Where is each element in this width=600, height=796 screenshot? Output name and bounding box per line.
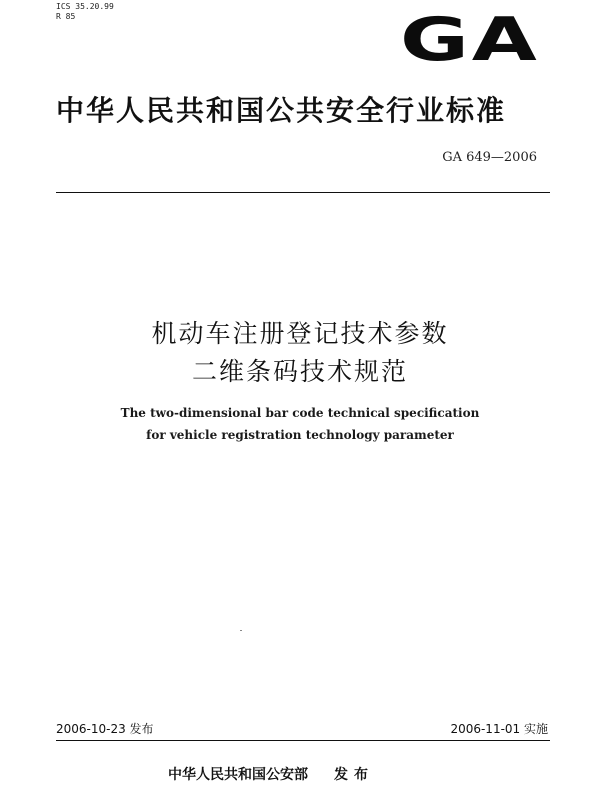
english-title-line-2: for vehicle registration technology parameter (146, 428, 454, 442)
chinese-title-line-1: 机动车注册登记技术参数 (151, 319, 449, 348)
ics-code-block (56, 2, 114, 22)
ics-code: ICS 35.20.99 (56, 2, 114, 11)
chinese-title-line-2: 二维条码技术规范 (191, 357, 408, 386)
standard-type-heading: 中华人民共和国公共安全行业标准 (56, 94, 507, 127)
bottom-divider (56, 740, 550, 741)
effective-date: 2006-11-01 实施 (450, 722, 548, 736)
ga-logo: GA (400, 5, 540, 75)
scan-speck (240, 630, 242, 631)
standard-number: GA 649—2006 (442, 150, 537, 165)
english-title-line-1: The two-dimensional bar code technical specification (120, 406, 480, 420)
publish-label: 发布 (334, 767, 374, 783)
category-code: R 85 (56, 12, 76, 21)
issuer-line (168, 765, 374, 785)
issue-date: 2006-10-23 发布 (56, 722, 154, 736)
issuer-name: 中华人民共和国公安部 (168, 767, 308, 783)
top-divider (56, 192, 550, 193)
